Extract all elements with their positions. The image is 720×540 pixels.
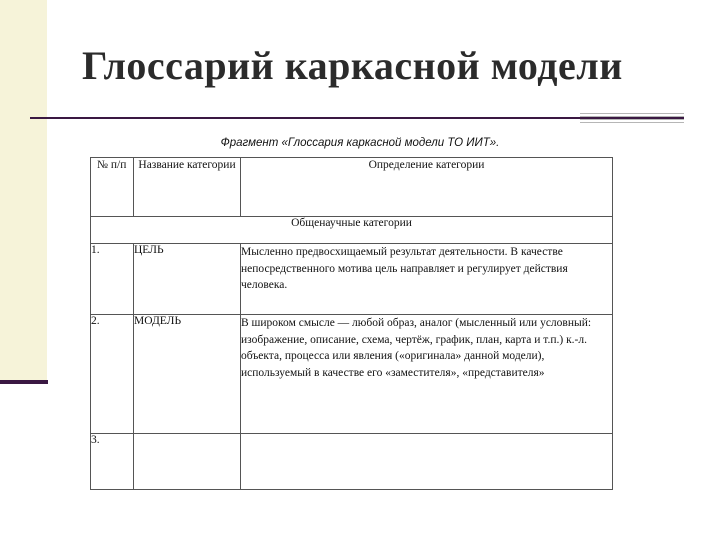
row-number: 3. [91, 434, 134, 490]
row-number: 2. [91, 315, 134, 434]
header-name: Название категории [134, 158, 241, 217]
category-definition [241, 434, 613, 490]
left-decorative-band [0, 0, 47, 382]
table-row [91, 434, 613, 490]
left-band-underline [0, 380, 48, 384]
category-definition: В широком смысле — любой образ, аналог (мысленный или условный: изображение, описание, схема, чертёж, график, план, карта и т.п.) к.-л. объекта, процесса или явления («оригинала» данной модели), используемый в качестве его «заместителя», «представителя» [241, 315, 613, 434]
category-name: МОДЕЛЬ [134, 315, 241, 434]
group-row [91, 217, 613, 244]
table-caption: Фрагмент «Глоссария каркасной модели ТО ИИТ». [220, 137, 500, 149]
glossary-table [90, 157, 613, 490]
category-definition: Мысленно предвосхищаемый результат деятельности. В качестве непосредственного мотива цель направляет и регулирует действия человека. [241, 244, 613, 315]
table-row [91, 315, 613, 434]
category-name: ЦЕЛЬ [134, 244, 241, 315]
category-name [134, 434, 241, 490]
header-number: № п/п [91, 158, 134, 217]
title-underline [30, 117, 684, 119]
header-definition: Определение категории [241, 158, 613, 217]
table-row [91, 244, 613, 315]
table-header-row [91, 158, 613, 217]
row-number: 1. [91, 244, 134, 315]
group-label: Общенаучные категории [91, 217, 613, 244]
slide-title: Глоссарий каркасной модели [82, 43, 623, 88]
